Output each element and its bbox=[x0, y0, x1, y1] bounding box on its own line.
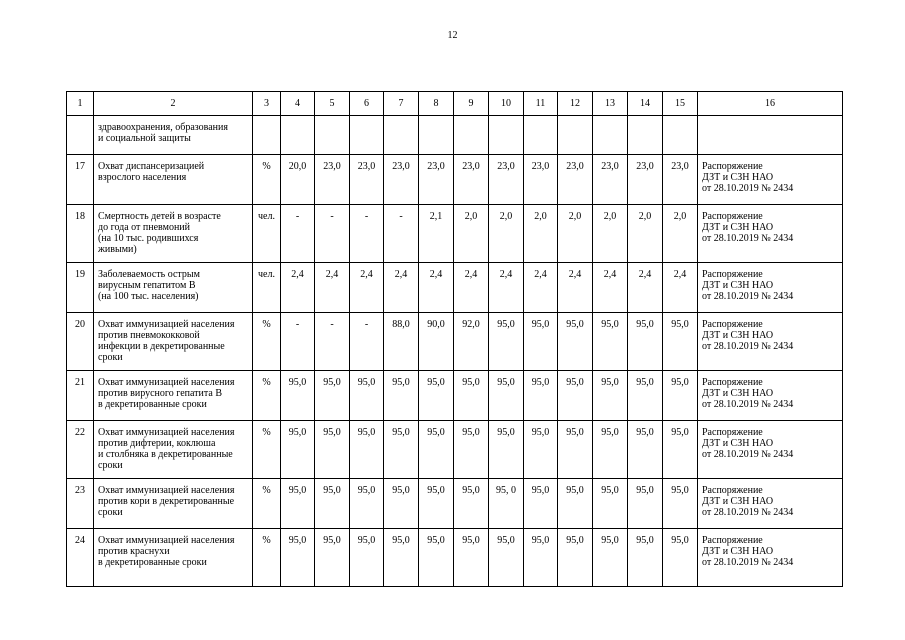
value-cell: 95,0 bbox=[281, 371, 315, 421]
value-cell: 23,0 bbox=[558, 155, 593, 205]
header-cell: 4 bbox=[281, 92, 315, 116]
value-cell: 95,0 bbox=[350, 371, 384, 421]
value-cell: 95,0 bbox=[454, 479, 489, 529]
row-number: 24 bbox=[67, 529, 94, 587]
header-cell: 9 bbox=[454, 92, 489, 116]
value-cell: 95,0 bbox=[489, 371, 524, 421]
value-cell: 95,0 bbox=[593, 479, 628, 529]
value-cell: 95,0 bbox=[663, 371, 698, 421]
unit-cell: чел. bbox=[253, 205, 281, 263]
source-cell: Распоряжение ДЗТ и СЗН НАО от 28.10.2019 № 2434 bbox=[698, 371, 843, 421]
value-cell: 23,0 bbox=[454, 155, 489, 205]
value-cell: 95,0 bbox=[524, 529, 558, 587]
value-cell: 23,0 bbox=[384, 155, 419, 205]
value-cell: - bbox=[315, 205, 350, 263]
header-cell: 16 bbox=[698, 92, 843, 116]
unit-cell: % bbox=[253, 313, 281, 371]
value-cell: 95,0 bbox=[489, 313, 524, 371]
header-cell: 12 bbox=[558, 92, 593, 116]
header-cell: 8 bbox=[419, 92, 454, 116]
value-cell: 2,4 bbox=[558, 263, 593, 313]
value-cell: 95,0 bbox=[663, 479, 698, 529]
value-cell: 2,0 bbox=[558, 205, 593, 263]
value-cell: 95,0 bbox=[524, 313, 558, 371]
value-cell: 95,0 bbox=[350, 479, 384, 529]
value-cell: 95,0 bbox=[663, 421, 698, 479]
row-number: 18 bbox=[67, 205, 94, 263]
value-cell: 23,0 bbox=[524, 155, 558, 205]
value-cell: 2,0 bbox=[593, 205, 628, 263]
unit-cell: % bbox=[253, 479, 281, 529]
value-cell: 95,0 bbox=[350, 421, 384, 479]
value-cell: 92,0 bbox=[454, 313, 489, 371]
value-cell: 95,0 bbox=[384, 479, 419, 529]
value-cell: 95,0 bbox=[281, 529, 315, 587]
value-cell: 95,0 bbox=[628, 371, 663, 421]
indicator-name: Охват иммунизацией населения против дифтерии, коклюша и столбняка в декретированные сроки bbox=[94, 421, 253, 479]
value-cell: 95,0 bbox=[524, 421, 558, 479]
source-cell: Распоряжение ДЗТ и СЗН НАО от 28.10.2019 № 2434 bbox=[698, 263, 843, 313]
value-cell: 95,0 bbox=[558, 529, 593, 587]
table-row bbox=[67, 313, 843, 371]
table-row bbox=[67, 529, 843, 587]
value-cell: 95,0 bbox=[350, 529, 384, 587]
value-cell: 95,0 bbox=[419, 529, 454, 587]
header-cell: 13 bbox=[593, 92, 628, 116]
value-cell: 2,0 bbox=[489, 205, 524, 263]
value-cell: 2,4 bbox=[663, 263, 698, 313]
value-cell: - bbox=[350, 205, 384, 263]
value-cell: 95,0 bbox=[593, 529, 628, 587]
table-row bbox=[67, 371, 843, 421]
value-cell: 2,4 bbox=[489, 263, 524, 313]
header-cell: 2 bbox=[94, 92, 253, 116]
header-cell: 7 bbox=[384, 92, 419, 116]
header-cell: 10 bbox=[489, 92, 524, 116]
value-cell: 2,0 bbox=[628, 205, 663, 263]
table-row bbox=[67, 421, 843, 479]
header-cell: 1 bbox=[67, 92, 94, 116]
value-cell: 95,0 bbox=[281, 479, 315, 529]
value-cell: 95,0 bbox=[454, 421, 489, 479]
value-cell: - bbox=[281, 313, 315, 371]
value-cell: 95, 0 bbox=[489, 479, 524, 529]
value-cell: 2,4 bbox=[524, 263, 558, 313]
value-cell: 2,0 bbox=[663, 205, 698, 263]
table-row bbox=[67, 155, 843, 205]
value-cell: 95,0 bbox=[489, 421, 524, 479]
value-cell: 2,4 bbox=[593, 263, 628, 313]
source-cell: Распоряжение ДЗТ и СЗН НАО от 28.10.2019 № 2434 bbox=[698, 421, 843, 479]
table-row bbox=[67, 205, 843, 263]
source-cell: Распоряжение ДЗТ и СЗН НАО от 28.10.2019 № 2434 bbox=[698, 313, 843, 371]
row-number: 17 bbox=[67, 155, 94, 205]
value-cell: 95,0 bbox=[524, 371, 558, 421]
indicator-name: Охват диспансеризацией взрослого населения bbox=[94, 155, 253, 205]
value-cell: 95,0 bbox=[663, 529, 698, 587]
value-cell: 95,0 bbox=[628, 479, 663, 529]
unit-cell: % bbox=[253, 421, 281, 479]
value-cell: 95,0 bbox=[663, 313, 698, 371]
row-number: 19 bbox=[67, 263, 94, 313]
value-cell: 90,0 bbox=[419, 313, 454, 371]
source-cell: Распоряжение ДЗТ и СЗН НАО от 28.10.2019 № 2434 bbox=[698, 529, 843, 587]
value-cell: 2,4 bbox=[281, 263, 315, 313]
value-cell: 95,0 bbox=[419, 421, 454, 479]
table-row bbox=[67, 263, 843, 313]
value-cell: 95,0 bbox=[419, 479, 454, 529]
indicator-name: Заболеваемость острым вирусным гепатитом В (на 100 тыс. населения) bbox=[94, 263, 253, 313]
value-cell: 23,0 bbox=[628, 155, 663, 205]
header-cell: 6 bbox=[350, 92, 384, 116]
value-cell: 95,0 bbox=[454, 371, 489, 421]
value-cell: 2,4 bbox=[315, 263, 350, 313]
value-cell: 95,0 bbox=[384, 421, 419, 479]
value-cell: 95,0 bbox=[593, 421, 628, 479]
unit-cell: % bbox=[253, 371, 281, 421]
value-cell: 2,0 bbox=[454, 205, 489, 263]
unit-cell: чел. bbox=[253, 263, 281, 313]
value-cell: 95,0 bbox=[524, 479, 558, 529]
value-cell: 2,4 bbox=[628, 263, 663, 313]
value-cell: 20,0 bbox=[281, 155, 315, 205]
value-cell: - bbox=[281, 205, 315, 263]
indicator-name: Охват иммунизацией населения против пневмококковой инфекции в декретированные сроки bbox=[94, 313, 253, 371]
value-cell: 23,0 bbox=[663, 155, 698, 205]
table-row bbox=[67, 479, 843, 529]
value-cell: 95,0 bbox=[384, 529, 419, 587]
source-cell: Распоряжение ДЗТ и СЗН НАО от 28.10.2019 № 2434 bbox=[698, 479, 843, 529]
page-number: 12 bbox=[447, 30, 458, 41]
value-cell: 23,0 bbox=[593, 155, 628, 205]
header-row bbox=[67, 92, 843, 116]
indicator-name: Охват иммунизацией населения против кори в декретированные сроки bbox=[94, 479, 253, 529]
value-cell: 95,0 bbox=[281, 421, 315, 479]
value-cell: 95,0 bbox=[315, 371, 350, 421]
row-number: 22 bbox=[67, 421, 94, 479]
value-cell: 23,0 bbox=[315, 155, 350, 205]
value-cell: 2,4 bbox=[384, 263, 419, 313]
value-cell: 88,0 bbox=[384, 313, 419, 371]
continuation-text: здравоохранения, образования и социальной защиты bbox=[94, 116, 253, 155]
value-cell: 95,0 bbox=[419, 371, 454, 421]
value-cell: 95,0 bbox=[558, 371, 593, 421]
value-cell: 23,0 bbox=[350, 155, 384, 205]
value-cell: 95,0 bbox=[558, 479, 593, 529]
header-cell: 15 bbox=[663, 92, 698, 116]
header-cell: 3 bbox=[253, 92, 281, 116]
unit-cell: % bbox=[253, 529, 281, 587]
row-number: 23 bbox=[67, 479, 94, 529]
indicator-name: Охват иммунизацией населения против вирусного гепатита В в декретированные сроки bbox=[94, 371, 253, 421]
value-cell: 2,1 bbox=[419, 205, 454, 263]
value-cell: 95,0 bbox=[593, 371, 628, 421]
unit-cell: % bbox=[253, 155, 281, 205]
value-cell: 2,4 bbox=[454, 263, 489, 313]
header-cell: 5 bbox=[315, 92, 350, 116]
continuation-row bbox=[67, 116, 843, 155]
value-cell: 95,0 bbox=[593, 313, 628, 371]
value-cell: - bbox=[315, 313, 350, 371]
value-cell: 95,0 bbox=[315, 479, 350, 529]
value-cell: 95,0 bbox=[454, 529, 489, 587]
indicators-table bbox=[66, 91, 843, 587]
value-cell: 95,0 bbox=[558, 313, 593, 371]
value-cell: 95,0 bbox=[315, 529, 350, 587]
value-cell: 2,0 bbox=[524, 205, 558, 263]
row-number: 20 bbox=[67, 313, 94, 371]
value-cell: 95,0 bbox=[384, 371, 419, 421]
value-cell: 95,0 bbox=[489, 529, 524, 587]
value-cell: 2,4 bbox=[350, 263, 384, 313]
header-cell: 11 bbox=[524, 92, 558, 116]
value-cell: 95,0 bbox=[558, 421, 593, 479]
row-number: 21 bbox=[67, 371, 94, 421]
source-cell: Распоряжение ДЗТ и СЗН НАО от 28.10.2019 № 2434 bbox=[698, 155, 843, 205]
value-cell: 95,0 bbox=[628, 529, 663, 587]
value-cell: 95,0 bbox=[628, 313, 663, 371]
value-cell: 95,0 bbox=[628, 421, 663, 479]
source-cell: Распоряжение ДЗТ и СЗН НАО от 28.10.2019 № 2434 bbox=[698, 205, 843, 263]
indicator-name: Охват иммунизацией населения против краснухи в декретированные сроки bbox=[94, 529, 253, 587]
value-cell: 2,4 bbox=[419, 263, 454, 313]
value-cell: - bbox=[384, 205, 419, 263]
header-cell: 14 bbox=[628, 92, 663, 116]
indicator-name: Смертность детей в возрасте до года от пневмоний (на 10 тыс. родившихся живыми) bbox=[94, 205, 253, 263]
value-cell: 95,0 bbox=[315, 421, 350, 479]
value-cell: 23,0 bbox=[419, 155, 454, 205]
value-cell: 23,0 bbox=[489, 155, 524, 205]
value-cell: - bbox=[350, 313, 384, 371]
